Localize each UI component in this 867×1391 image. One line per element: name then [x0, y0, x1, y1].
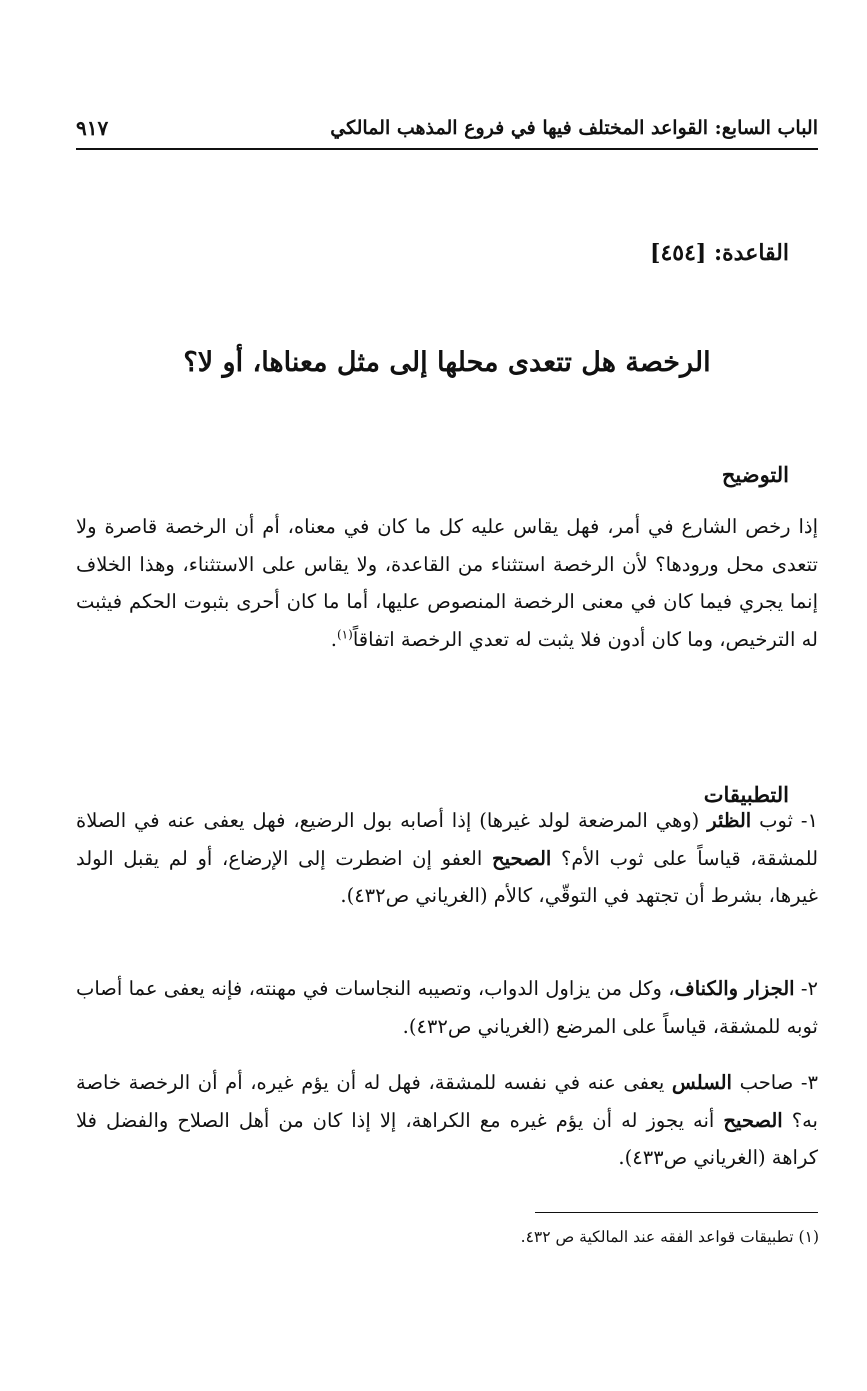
page-number: ٩١٧ — [76, 116, 109, 140]
clarification-end: . — [330, 627, 337, 651]
footnote-text: تطبيقات قواعد الفقه عند المالكية ص ٤٣٢. — [520, 1228, 794, 1246]
clarification-text: إذا رخص الشارع في أمر، فهل يقاس عليه كل ما كان في معناه، أم أن الرخصة قاصرة ولا تتعدى محل ورودها؟ لأن الرخصة استثناء من القاعدة، ولا يقاس على الاستثناء، وهذا الخلاف إنما يجري فيما كان في معنى الرخصة المنصوص عليها، أما ما كان أحرى بثبوت الحكم فيثبت له الترخيص، وما كان أدون فلا يثبت له تعدي الرخصة اتفاقاً — [76, 515, 818, 651]
application-item-1 — [76, 802, 818, 915]
rule-title: الرخصة هل تتعدى محلها إلى مثل معناها، أو لا؟ — [183, 347, 711, 378]
clarification-heading: التوضيح — [721, 462, 789, 487]
application-term: الظئر — [707, 809, 752, 832]
application-text-continued: العفو إن اضطرت إلى الإرضاع، أو لم يقبل الولد غيرها، بشرط أن تجتهد في التوقّي، كالأم (الغرياني ص٤٣٢). — [76, 846, 818, 907]
application-number: ٢- — [794, 977, 818, 1000]
application-number: ٣- صاحب — [731, 1071, 818, 1094]
footnote — [521, 1228, 819, 1246]
application-text: (وهي المرضعة لولد غيرها) إذا أصابه بول الرضيع، فهل يعفى عنه في الصلاة للمشقة، قياساً على ثوب الأم؟ — [76, 809, 819, 870]
application-text-continued: أنه يجوز له أن يؤم غيره مع الكراهة، إلا إذا كان من أهل الصلاح والفضل فلا كراهة (الغرياني ص٤٣٣). — [76, 1108, 818, 1169]
application-item-3 — [76, 1064, 818, 1177]
footnote-marker: (١) — [798, 1228, 819, 1246]
application-verdict: الصحيح — [491, 846, 552, 870]
application-item-2 — [76, 970, 818, 1045]
application-term: الجزار والكناف — [674, 977, 795, 1000]
footnote-separator — [535, 1212, 818, 1213]
application-text: يعفى عنه في نفسه للمشقة، فهل له أن يؤم غيره، أم أن الرخصة خاصة به؟ — [76, 1071, 818, 1132]
footnote-reference[interactable]: (١) — [336, 627, 353, 641]
rule-number: [٤٥٤] — [650, 240, 707, 266]
applications-heading: التطبيقات — [703, 782, 789, 807]
application-number: ١- ثوب — [751, 809, 818, 832]
clarification-paragraph — [76, 508, 818, 658]
application-text: ، وكل من يزاول الدواب، وتصيبه النجاسات في مهنته، فإنه يعفى عما أصاب ثوبه للمشقة، قياساً على المرضع (الغرياني ص٤٣٢). — [76, 977, 818, 1038]
running-header — [76, 108, 818, 150]
rule-label-text: القاعدة: — [714, 240, 789, 266]
application-term: السلس — [671, 1071, 732, 1094]
chapter-title: الباب السابع: القواعد المختلف فيها في فروع المذهب المالكي — [330, 117, 818, 139]
rule-label — [650, 240, 789, 266]
application-verdict: الصحيح — [723, 1108, 783, 1132]
